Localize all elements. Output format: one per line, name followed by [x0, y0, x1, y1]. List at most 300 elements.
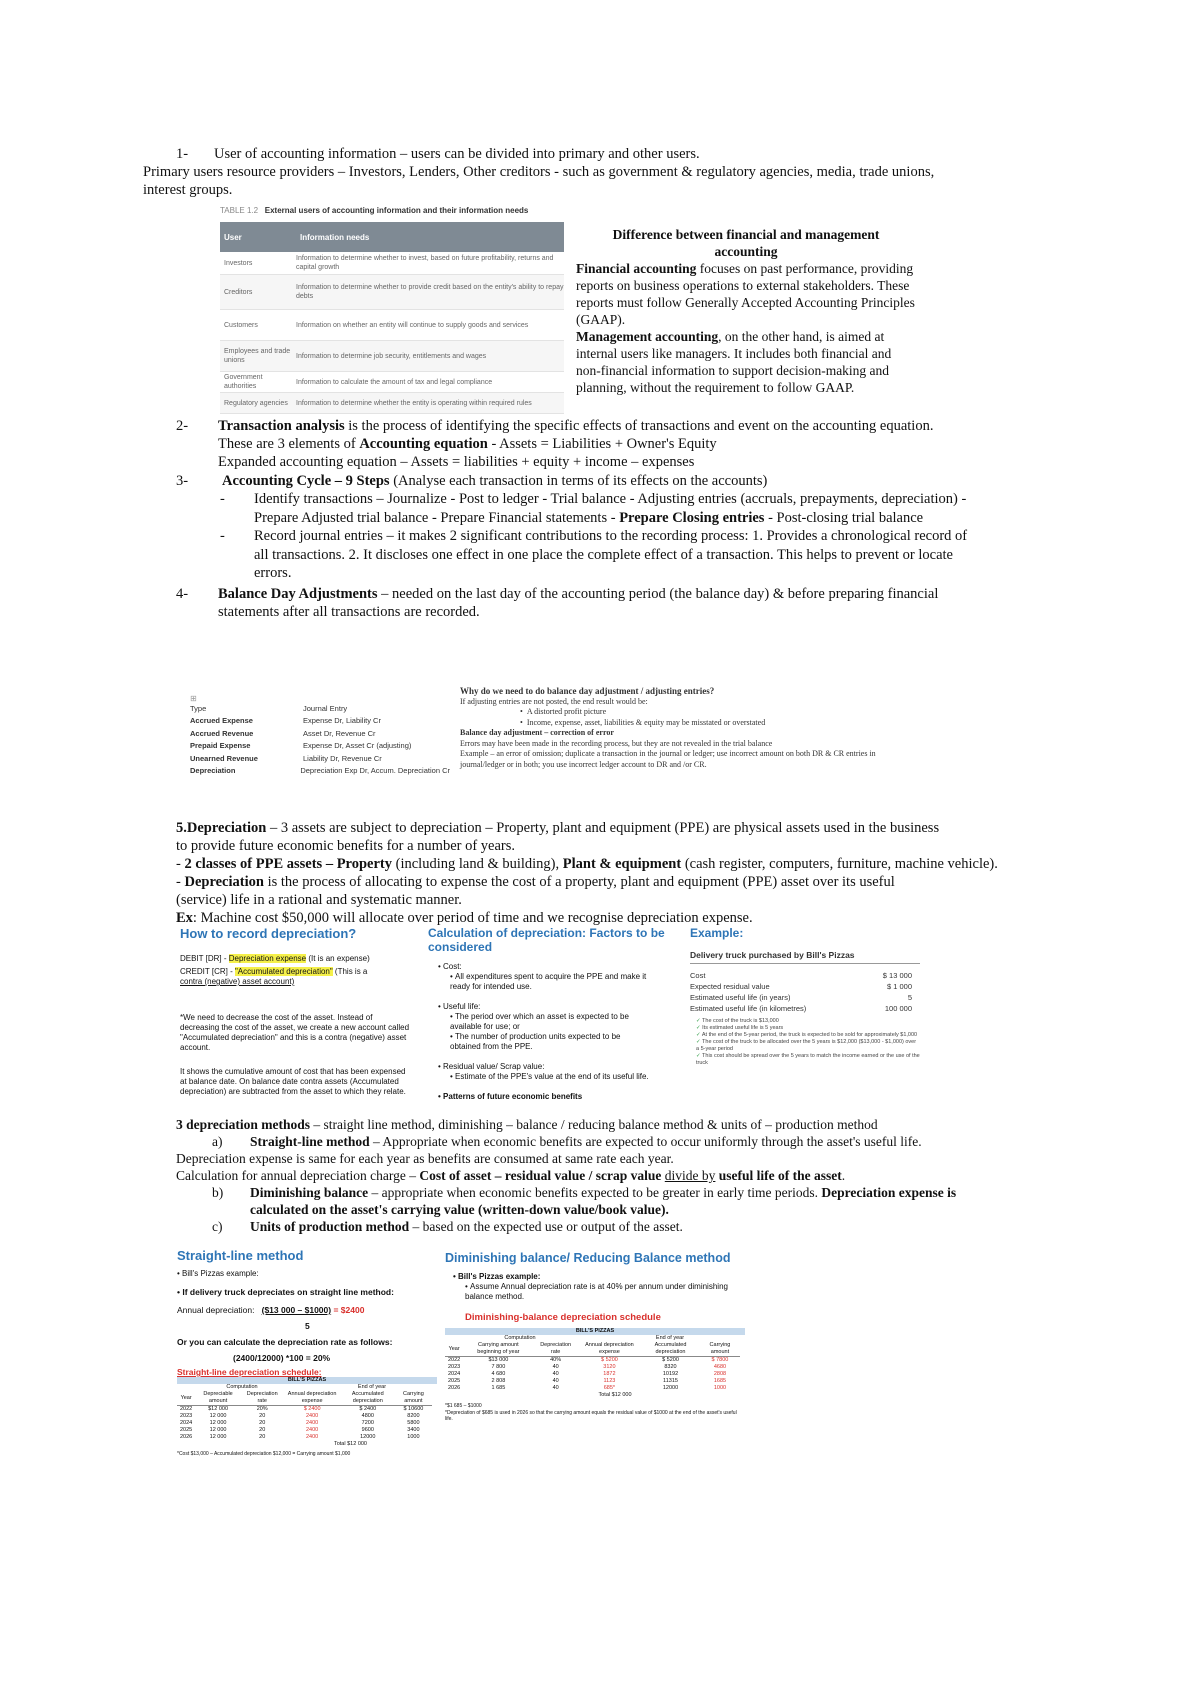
users-table-user: Creditors	[224, 288, 253, 296]
schedule-cell: 12000	[360, 1434, 376, 1440]
schedule-cell: 3120	[603, 1364, 616, 1370]
depreciation-definition: is the process of allocating to expense the cost of a property, plant and equipment (PPE) asset over its useful	[263, 874, 895, 890]
debit-rest: (It is an expense)	[306, 954, 370, 963]
schedule-cell: $ 2400	[303, 1406, 321, 1412]
factor-life-text1: The period over which an asset is expected to be available for use; or	[450, 1012, 629, 1031]
example-note-text: This cost should be spread over the 5 years to match the income earned or the use of the truck	[696, 1053, 920, 1066]
schedule-cell: 12 000	[209, 1413, 227, 1419]
dash: -	[176, 874, 185, 890]
example-note-text: At the end of the 5-year period, the truck is expected to be sold for approximately $1,000	[701, 1032, 918, 1038]
users-table-row	[220, 341, 564, 372]
adj-col-entry: Journal Entry	[303, 704, 348, 713]
example-label: Ex	[176, 910, 193, 926]
journal-entries-line3: errors.	[254, 565, 292, 581]
schedule-header: Accumulated depreciation	[641, 1342, 700, 1357]
dim-b2: • Assume Annual depreciation rate is at 40% per annum under diminishing balance method.	[465, 1282, 728, 1301]
schedule-cell: 11315	[663, 1378, 678, 1384]
schedule-cell: 2026	[448, 1385, 461, 1391]
example-row	[690, 1003, 920, 1014]
schedule-cell: 20	[259, 1420, 266, 1426]
schedule-cell: 2026	[180, 1434, 193, 1440]
record-title: How to record depreciation?	[180, 926, 357, 941]
schedule-cell: 4800	[361, 1413, 374, 1419]
users-table-user: Regulatory agencies	[224, 399, 288, 407]
adj-type: Depreciation	[190, 766, 236, 775]
dim-company: BILL'S PIZZAS	[445, 1328, 745, 1335]
schedule-cell: 2024	[180, 1420, 193, 1426]
factor-life-detail2: • The number of production units expected to be obtained from the PPE.	[450, 1032, 621, 1051]
schedule-header: Depreciation rate	[534, 1342, 578, 1357]
section4-line2: statements after all transactions are recorded.	[218, 604, 480, 620]
section4-number: 4-	[176, 586, 189, 602]
schedule-cell: 2808	[713, 1371, 727, 1377]
section2-heading	[218, 417, 933, 435]
dim-foot2: *Depreciation of $685 is used in 2026 so that the carrying amount equals the residual value of $1000 at the end of the asset's useful life.	[445, 1410, 737, 1422]
example-value: 100 000	[884, 1004, 912, 1013]
table-handle-icon: ⊞	[190, 694, 197, 703]
expanded-equation-line: Expanded accounting equation – Assets = liabilities + equity + income – expenses	[218, 454, 695, 470]
example-title: Example:	[690, 926, 744, 940]
formula-bold: Cost of asset – residual value / scrap value	[419, 1168, 665, 1183]
example-label: Estimated useful life (in years)	[690, 993, 791, 1002]
example-note	[690, 1053, 920, 1067]
example-note	[690, 1025, 920, 1032]
formula-intro: Calculation for annual depreciation charge –	[176, 1168, 420, 1183]
dim-title: Diminishing balance/ Reducing Balance method	[445, 1251, 731, 1265]
schedule-cell: 2400	[305, 1413, 319, 1419]
credit-rest: (This is a	[332, 967, 368, 976]
users-table-need: Information to determine whether to provide credit based on the entity's ability to repay debts	[296, 284, 564, 300]
bullet-dash: -	[220, 491, 225, 507]
dim-total: Total $12 000	[598, 1392, 632, 1398]
users-table-user: Investors	[224, 259, 253, 267]
schedule-cell: 1 685	[491, 1385, 506, 1391]
method-a-label: a)	[212, 1134, 223, 1149]
section5-line2: to provide future economic benefits for a number of years.	[176, 838, 516, 854]
users-table-need: Information to determine job security, entitlements and wages	[296, 352, 487, 360]
equation-formula: - Assets = Liabilities + Owner's Equity	[487, 436, 717, 452]
journal-entries-line2: all transactions. 2. It discloses one effect in one place the complete effect of a transaction. This helps to prevent or locate	[254, 547, 953, 563]
factor-patterns-label: Patterns of future economic benefits	[443, 1092, 583, 1101]
schedule-cell: 8320	[664, 1364, 677, 1370]
schedule-cell: $ 7800	[711, 1357, 729, 1363]
debit-line	[180, 954, 418, 964]
annual-result: = $2400	[333, 1305, 365, 1315]
section2-number: 2-	[176, 418, 189, 434]
example-value: 5	[907, 993, 912, 1002]
schedule-header: Year	[445, 1342, 463, 1357]
schedule-header: Carrying amount beginning of year	[463, 1342, 533, 1357]
straight-line-term: Straight-line method	[250, 1134, 370, 1149]
schedule-cell: 7 800	[491, 1364, 506, 1370]
factor-cost-text: All expenditures spent to acquire the PPE and make it ready for intended use.	[450, 972, 647, 991]
schedule-cell: 2022	[180, 1406, 193, 1412]
adjustments-table	[190, 694, 450, 776]
method-b	[250, 1184, 956, 1202]
straight-b2: • If delivery truck depreciates on straight line method:	[177, 1287, 394, 1297]
schedule-cell: 1000	[407, 1434, 420, 1440]
transaction-analysis-term: Transaction analysis	[218, 418, 345, 434]
section5-definition	[176, 873, 895, 891]
dim-foot1: *$1 685 – $1000	[445, 1403, 482, 1409]
example-row	[690, 992, 920, 1003]
dim-schedule-title: Diminishing-balance depreciation schedule	[465, 1312, 661, 1323]
users-table-row	[220, 252, 564, 275]
dim-b1-text: Bill's Pizzas example:	[458, 1272, 541, 1281]
adj-table-row	[190, 765, 450, 778]
dim-groups	[445, 1335, 745, 1342]
diminishing-text: – appropriate when economic benefits expected to be greater in early time periods.	[368, 1185, 822, 1200]
schedule-cell: 2400	[305, 1420, 319, 1426]
schedule-cell: 1123	[603, 1378, 616, 1384]
schedule-cell: $ 5200	[662, 1357, 679, 1363]
bullet-dash: -	[220, 528, 225, 544]
management-accounting-term: Management accounting	[576, 329, 719, 344]
schedule-cell: 2023	[180, 1413, 193, 1419]
schedule-cell: 3400	[407, 1427, 420, 1433]
financial-accounting-term: Financial accounting	[576, 261, 697, 276]
difference-title: Difference between financial and management	[612, 227, 880, 242]
section5-line5: (service) life in a rational and systematic manner.	[176, 892, 462, 908]
schedule-cell: $ 5200	[601, 1357, 618, 1363]
factor-life-label: Useful life:	[443, 1002, 481, 1011]
equation-intro: These are 3 elements of	[218, 436, 360, 452]
example-note	[690, 1018, 920, 1025]
formula-divide: divide by	[664, 1168, 716, 1183]
schedule-header: Accumulated depreciation	[341, 1391, 395, 1406]
example-note-text: Its estimated useful life is 5 years	[702, 1025, 784, 1031]
table-caption: External users of accounting information and their information needs	[264, 206, 529, 215]
adj-table-row	[190, 753, 450, 766]
slide-example	[690, 926, 920, 1116]
record-para2: It shows the cumulative amount of cost that has been expensed at balance date. On balance date contra assets (Accumulated depreciation) are subtracted from the asset to which they relate.	[180, 1067, 406, 1096]
schedule-cell: $12 000	[208, 1406, 229, 1412]
schedule-cell: 20	[259, 1413, 266, 1419]
example-row	[690, 981, 920, 992]
dim-b1: • Bill's Pizzas example:	[453, 1272, 541, 1281]
adj-entry: Liability Dr, Revenue Cr	[303, 753, 382, 763]
schedule-cell: 20	[259, 1434, 266, 1440]
method-a	[250, 1133, 922, 1151]
schedule-cell: 685*	[603, 1385, 616, 1391]
units-production-text: – based on the expected use or output of the asset.	[409, 1219, 683, 1234]
balance-day-text: – needed on the last day of the accounting period (the balance day) & before preparing financial	[377, 586, 939, 602]
section5-heading	[176, 819, 939, 837]
users-table-user: Employees and trade unions	[224, 348, 291, 364]
section5-example	[176, 909, 753, 927]
section4-heading	[218, 585, 938, 603]
users-table-row	[220, 372, 564, 393]
straight-foot: *Cost $13,000 – Accumulated depreciation $12,000 = Carrying amount $1,000	[177, 1451, 351, 1457]
users-table-row	[220, 310, 564, 341]
annual-label: Annual depreciation:	[177, 1305, 255, 1315]
rate-label: Or you can calculate the depreciation rate as follows:	[177, 1337, 393, 1347]
schedule-row	[445, 1385, 740, 1392]
schedule-row	[445, 1371, 740, 1378]
cycle-steps-line2	[254, 509, 923, 527]
factor-cost: • Cost:	[438, 962, 462, 971]
difference-title-2: accounting	[714, 244, 778, 259]
straight-schedule-table	[177, 1391, 432, 1441]
schedule-cell: 2025	[180, 1427, 193, 1433]
formula-end: .	[841, 1168, 846, 1183]
users-table-user: Customers	[224, 321, 258, 329]
financial-accounting-paragraph	[576, 260, 916, 328]
factor-life: • Useful life:	[438, 1002, 481, 1011]
schedule-cell: $ 10600	[403, 1406, 424, 1412]
factor-life-detail1: • The period over which an asset is expected to be available for use; or	[450, 1012, 629, 1031]
section1-primary-users: Primary users resource providers – Investors, Lenders, Other creditors - such as government & regulatory agencies, media, trade unions,	[143, 164, 935, 180]
schedule-cell: 40%	[550, 1357, 562, 1363]
credit-highlight: "Accumulated depreciation"	[234, 967, 333, 976]
schedule-cell: 40	[552, 1364, 559, 1370]
factor-residual-detail: • Estimate of the PPE's value at the end of its useful life.	[450, 1072, 649, 1081]
schedule-cell: 10192	[662, 1371, 679, 1377]
calc-title: Calculation of depreciation: Factors to be considered	[428, 926, 665, 954]
straight-grp2: End of year	[357, 1384, 387, 1390]
schedule-row	[445, 1357, 740, 1365]
table-header	[220, 222, 564, 252]
schedule-row	[445, 1378, 740, 1385]
straight-b2-text: If delivery truck depreciates on straight line method:	[182, 1287, 394, 1297]
why-line3-text: Income, expense, asset, liabilities & equity may be misstated or overstated	[526, 717, 766, 727]
adj-type: Accrued Expense	[190, 716, 253, 725]
management-accounting-paragraph	[576, 328, 916, 396]
example-note	[690, 1032, 920, 1039]
factor-residual-text: Estimate of the PPE's value at the end of its useful life.	[455, 1072, 649, 1081]
check-icon: ✓	[696, 1039, 703, 1045]
example-row	[690, 970, 920, 981]
slide-straight-line	[177, 1248, 437, 1472]
users-table-need: Information to determine whether the entity is operating within required rules	[296, 399, 532, 407]
dim-grp2: End of year	[655, 1335, 685, 1341]
dim-b2-text: Assume Annual depreciation rate is at 40% per annum under diminishing balance method.	[465, 1282, 728, 1301]
plant-equipment-detail: (cash register, computers, furniture, machine vehicle).	[681, 856, 998, 872]
schedule-cell: 2400	[305, 1434, 319, 1440]
formula-life: useful life of the asset	[715, 1168, 842, 1183]
schedule-row	[177, 1413, 432, 1420]
why-line6: Example – an error of omission; duplicate a transaction in the journal or ledger; use incorrect amount on both DR & CR entries in	[460, 749, 876, 758]
adj-entry: Asset Dr, Revenue Cr	[303, 728, 376, 738]
schedule-header: Depreciation rate	[241, 1391, 284, 1406]
col-needs: Information needs	[300, 232, 370, 242]
factor-cost-label: Cost:	[443, 962, 462, 971]
schedule-cell: 1000	[713, 1385, 727, 1391]
schedule-row	[177, 1406, 432, 1414]
methods-term: 3 depreciation methods	[176, 1117, 310, 1132]
adj-entry: Expense Dr, Liability Cr	[303, 716, 381, 725]
methods-list: – straight line method, diminishing – balance / reducing balance method & units of – production method	[310, 1117, 878, 1132]
users-table-row	[220, 275, 564, 310]
dim-grp1: Computation	[504, 1335, 536, 1341]
difference-box	[576, 226, 916, 396]
ppe-property-detail: (including land & building),	[392, 856, 563, 872]
example-text: : Machine cost $50,000 will allocate over period of time and we recognise depreciation expense.	[192, 910, 753, 926]
credit-line-2: contra (negative) asset account)	[180, 977, 295, 986]
schedule-cell: 40	[552, 1385, 559, 1391]
credit-label: CREDIT [CR] -	[180, 967, 235, 976]
section3-number: 3-	[176, 473, 189, 489]
straight-company: BILL'S PIZZAS	[177, 1377, 437, 1384]
transaction-analysis-text: is the process of identifying the specific effects of transactions and event on the accounting equation.	[344, 418, 934, 434]
schedule-header: Annual depreciation expense	[284, 1391, 341, 1406]
factor-life-text2: The number of production units expected to be obtained from the PPE.	[450, 1032, 621, 1051]
example-note	[690, 1039, 920, 1053]
plant-equipment-term: Plant & equipment	[562, 856, 682, 872]
section5-ppe-classes	[176, 855, 998, 873]
straight-groups	[177, 1384, 437, 1391]
schedule-cell: 12000	[662, 1385, 679, 1391]
col-user: User	[224, 232, 242, 242]
why-title: Why do we need to do balance day adjustment / adjusting entries?	[460, 686, 715, 696]
check-icon: ✓	[696, 1053, 703, 1059]
table-caption-number: TABLE 1.2	[220, 206, 259, 215]
annual-formula: ($13 000 – $1000)	[261, 1305, 332, 1315]
accounting-equation-line	[218, 435, 717, 453]
schedule-cell: 20%	[256, 1406, 268, 1412]
schedule-header: Depreciable amount	[195, 1391, 241, 1406]
example-sub: Delivery truck purchased by Bill's Pizzas	[690, 950, 920, 964]
straight-total: Total $12 000	[333, 1441, 367, 1447]
example-label: Cost	[690, 971, 706, 980]
example-note-text: The cost of the truck to be allocated over the 5 years is $12,000 ($13,000 - $1,000) over a 5-year period	[696, 1039, 917, 1052]
schedule-cell: 1872	[603, 1371, 616, 1377]
schedule-cell: 5800	[407, 1420, 420, 1426]
section1-interest-groups: interest groups.	[143, 182, 233, 198]
factor-cost-detail: • All expenditures spent to acquire the PPE and make it ready for intended use.	[450, 972, 647, 991]
users-table-user: Government authorities	[224, 374, 263, 390]
adj-col-type: Type	[190, 704, 207, 713]
users-table-need: Information on whether an entity will continue to supply goods and services	[296, 321, 529, 329]
example-note-text: The cost of the truck is $13,000	[702, 1018, 779, 1024]
adj-entry: Expense Dr, Asset Cr (adjusting)	[303, 741, 412, 750]
factor-residual-label: Residual value/ Scrap value:	[443, 1062, 545, 1071]
equation-term: Accounting equation	[359, 436, 488, 452]
users-table-need: Information to calculate the amount of tax and legal compliance	[296, 378, 493, 386]
schedule-header: Year	[177, 1391, 195, 1406]
rate-value: (2400/12000) *100 = 20%	[233, 1353, 331, 1363]
section3-heading	[222, 472, 767, 490]
schedule-cell: $13 000	[488, 1357, 509, 1363]
slide-record-depreciation	[180, 926, 418, 1116]
external-users-table	[220, 206, 564, 406]
schedule-cell: 2025	[448, 1378, 461, 1384]
annual-divisor: 5	[305, 1321, 310, 1331]
schedule-cell: 2022	[448, 1357, 461, 1363]
schedule-row	[177, 1434, 432, 1441]
method-c	[250, 1218, 683, 1236]
why-line3: • Income, expense, asset, liabilities & equity may be misstated or overstated	[520, 717, 766, 727]
adj-table-row	[190, 728, 450, 741]
record-para1: *We need to decrease the cost of the asset. Instead of decreasing the cost of the asset, we create a new account called "Accumulated depreciation" and this is a contra (negative) asset account.	[180, 1013, 410, 1052]
schedule-cell: 40	[552, 1371, 559, 1377]
annual-dep-line	[177, 1305, 437, 1315]
method-b-label: b)	[212, 1185, 224, 1200]
why-line1: If adjusting entries are not posted, the end result would be:	[460, 696, 648, 706]
why-line5: Errors may have been made in the recording process, but they are not revealed in the trial balance	[460, 738, 773, 748]
straight-b1: • Bill's Pizzas example:	[177, 1269, 259, 1278]
adj-type: Accrued Revenue	[190, 728, 254, 738]
adj-type: Unearned Revenue	[190, 753, 258, 763]
adj-type: Prepaid Expense	[190, 741, 251, 750]
example-label: Estimated useful life (in kilometres)	[690, 1004, 807, 1013]
users-table-row	[220, 393, 564, 414]
method-b-line2: calculated on the asset's carrying value (written-down value/book value).	[250, 1202, 669, 1217]
ppe-classes-term: 2 classes of PPE assets – Property	[184, 856, 392, 872]
credit-line	[180, 967, 418, 977]
why-line2-text: A distorted profit picture	[526, 707, 607, 716]
balance-day-term: Balance Day Adjustments	[218, 586, 378, 602]
schedule-cell: 8200	[407, 1413, 420, 1419]
accounting-cycle-term: Accounting Cycle – 9 Steps	[222, 473, 390, 489]
debit-highlight: Depreciation expense	[228, 954, 307, 963]
schedule-cell: 2400	[305, 1427, 319, 1433]
schedule-cell: 12 000	[209, 1427, 227, 1433]
section1-number: 1-	[176, 146, 189, 162]
accounting-cycle-text: (Analyse each transaction in terms of its effects on the accounts)	[389, 473, 768, 489]
cycle-steps-part1: Prepare Adjusted trial balance - Prepare Financial statements -	[254, 510, 620, 526]
section1-heading: User of accounting information – users can be divided into primary and other users.	[214, 146, 700, 162]
schedule-cell: 12 000	[209, 1434, 227, 1440]
diminishing-bold2: Depreciation expense is	[821, 1185, 957, 1200]
slide-calculation-factors	[428, 926, 680, 1116]
why-line2: • A distorted profit picture	[520, 707, 607, 716]
why-line7: journal/ledger or in both; you use incorrect ledger account to DR and /or CR.	[460, 759, 707, 769]
schedule-cell: 2 808	[491, 1378, 506, 1384]
method-a-line2: Depreciation expense is same for each year as benefits are consumed at same rate each year.	[176, 1151, 674, 1166]
depreciation-intro: – 3 assets are subject to depreciation – Property, plant and equipment (PPE) are physical assets used in the business	[266, 820, 940, 836]
slide-diminishing	[445, 1250, 745, 1472]
factor-patterns: • Patterns of future economic benefits	[438, 1092, 583, 1101]
why-adjustments-box	[460, 686, 1050, 770]
schedule-cell: $ 2400	[359, 1406, 377, 1412]
straight-line-text: – Appropriate when economic benefits are expected to occur uniformly through the asset's useful life.	[369, 1134, 922, 1149]
straight-b1-text: Bill's Pizzas example:	[182, 1269, 259, 1278]
adj-table-row	[190, 740, 450, 753]
check-icon: ✓	[696, 1032, 702, 1038]
example-value: $ 1 000	[886, 982, 912, 991]
straight-grp1: Computation	[226, 1384, 258, 1390]
dash: -	[176, 856, 185, 872]
schedule-cell: 4680	[713, 1364, 727, 1370]
schedule-header: Carrying amount	[395, 1391, 432, 1406]
debit-label: DEBIT [DR] -	[180, 954, 229, 963]
users-table-need: Information to determine whether to invest, based on future profitability, returns and capital growth	[296, 255, 554, 271]
diminishing-term: Diminishing balance	[250, 1185, 369, 1200]
journal-entries-line1: Record journal entries – it makes 2 significant contributions to the recording process: 1. Provides a chronological record of	[254, 528, 968, 544]
schedule-cell: 1685	[713, 1378, 727, 1384]
schedule-header: Carrying amount	[700, 1342, 740, 1357]
schedule-cell: 2023	[448, 1364, 461, 1370]
example-label: Expected residual value	[690, 982, 770, 991]
schedule-row	[177, 1427, 432, 1434]
schedule-cell: 9600	[361, 1427, 374, 1433]
dim-schedule-table	[445, 1342, 740, 1392]
adj-entry: Depreciation Exp Dr, Accum. Depreciation Cr	[300, 766, 450, 775]
schedule-cell: 4 680	[491, 1371, 506, 1377]
methods-heading	[176, 1116, 878, 1134]
depreciation-term: Depreciation	[184, 874, 264, 890]
check-icon: ✓	[696, 1025, 703, 1031]
depreciation-heading: 5.Depreciation	[176, 820, 267, 836]
straight-title: Straight-line method	[177, 1248, 304, 1263]
example-value: $ 13 000	[882, 971, 912, 980]
schedule-header: Annual depreciation expense	[578, 1342, 641, 1357]
units-production-term: Units of production method	[250, 1219, 410, 1234]
check-icon: ✓	[696, 1018, 703, 1024]
cycle-steps-line1: Identify transactions – Journalize - Post to ledger - Trial balance - Adjusting entries (accruals, prepayments, depreciation) -	[254, 491, 967, 507]
management-accounting-text: , on the other hand, is aimed at internal users like managers. It includes both financial and non-financial information to support decision-making and planning, without the requirement to follow GAAP.	[576, 329, 892, 395]
